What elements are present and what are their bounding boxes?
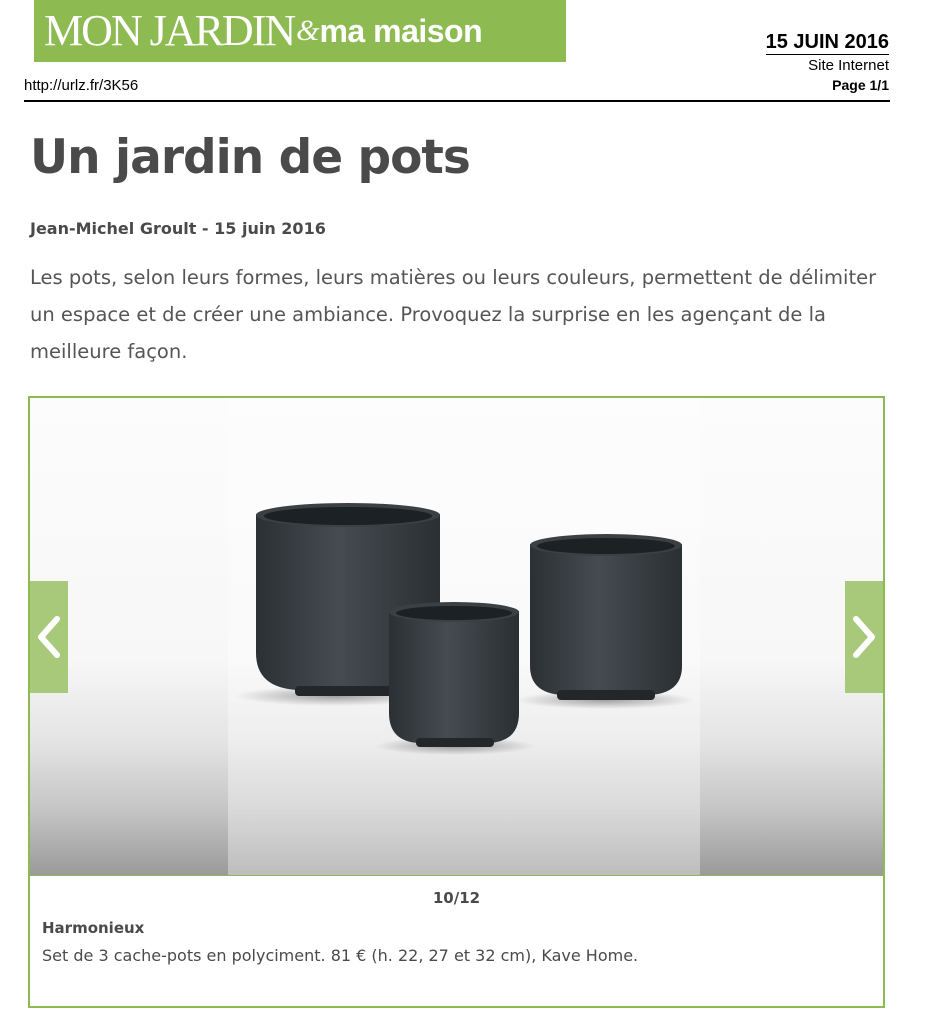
logo-sub-text: ma maison — [319, 12, 483, 49]
previous-slide-button[interactable] — [30, 581, 68, 693]
image-slideshow — [28, 396, 885, 1008]
small-pot — [389, 602, 519, 747]
next-slide-button[interactable] — [845, 581, 883, 693]
chevron-right-icon — [850, 615, 878, 659]
source-url[interactable]: http://urlz.fr/3K56 — [24, 77, 139, 94]
caption-title: Harmonieux — [42, 919, 145, 937]
media-type: Site Internet — [808, 57, 889, 74]
publication-logo — [34, 0, 566, 62]
cement-pots-illustration — [30, 398, 883, 875]
slide-photo — [30, 398, 883, 875]
medium-pot — [530, 534, 682, 700]
logo-main-text: MON JARDIN — [44, 6, 295, 55]
publication-date: 15 JUIN 2016 — [765, 31, 889, 53]
slide-counter: 10/12 — [432, 889, 481, 907]
chevron-left-icon — [35, 615, 63, 659]
header-divider — [24, 100, 890, 102]
article-lead: Les pots, selon leurs formes, leurs matières ou leurs couleurs, permettent de délimiter un espace et de créer une ambiance. Provoquez la surprise en les agençant de la meilleure façon. — [30, 266, 877, 363]
article-title: Un jardin de pots — [30, 130, 470, 185]
slide-caption — [30, 875, 883, 1007]
article-byline: Jean-Michel Groult - 15 juin 2016 — [30, 219, 326, 238]
caption-text: Set de 3 cache-pots en polyciment. 81 € (h. 22, 27 et 32 cm), Kave Home. — [42, 946, 639, 965]
logo-ampersand: & — [296, 14, 320, 47]
page-number: Page 1/1 — [832, 77, 889, 93]
